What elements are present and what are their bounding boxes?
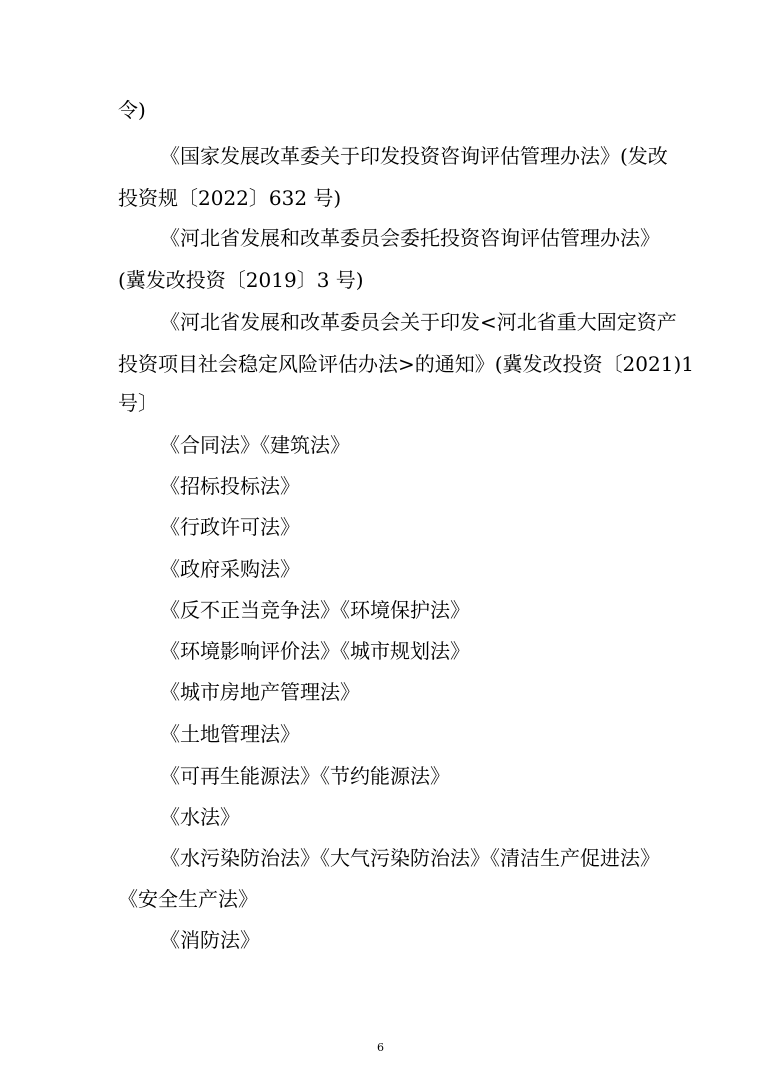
text-line: 《河北省发展和改革委员会委托投资咨询评估管理办法》 (160, 226, 660, 250)
text-line: 《土地管理法》 (160, 722, 300, 746)
text-line: 《城市房地产管理法》 (160, 680, 360, 704)
text-line: 《水污染防治法》《大气污染防治法》《清洁生产促进法》 (160, 846, 660, 870)
text-line: 《反不正当竞争法》《环境保护法》 (160, 598, 470, 622)
text-line: 投资项目社会稳定风险评估办法>的通知》(冀发改投资〔2021)1 (118, 352, 694, 376)
text-line: 《环境影响评价法》《城市规划法》 (160, 639, 470, 663)
text-line: 《安全生产法》 (118, 887, 258, 911)
text-line: 《行政许可法》 (160, 515, 300, 539)
text-line: 投资规〔2022〕632 号) (118, 186, 342, 210)
text-line: 《招标投标法》 (160, 474, 300, 498)
text-line: 令) (118, 98, 146, 122)
text-line: 《消防法》 (160, 928, 260, 952)
text-line: 《可再生能源法》《节约能源法》 (160, 764, 450, 788)
text-line: 《政府采购法》 (160, 557, 300, 581)
text-line: 《国家发展改革委关于印发投资咨询评估管理办法》(发改 (160, 144, 668, 168)
text-line: (冀发改投资〔2019〕3 号) (118, 268, 364, 292)
text-line: 《水法》 (160, 805, 240, 829)
text-line: 《河北省发展和改革委员会关于印发<河北省重大固定资产 (160, 310, 677, 334)
page-number: 6 (377, 1041, 384, 1054)
text-line: 号〕 (118, 391, 158, 415)
text-line: 《合同法》《建筑法》 (160, 433, 350, 457)
